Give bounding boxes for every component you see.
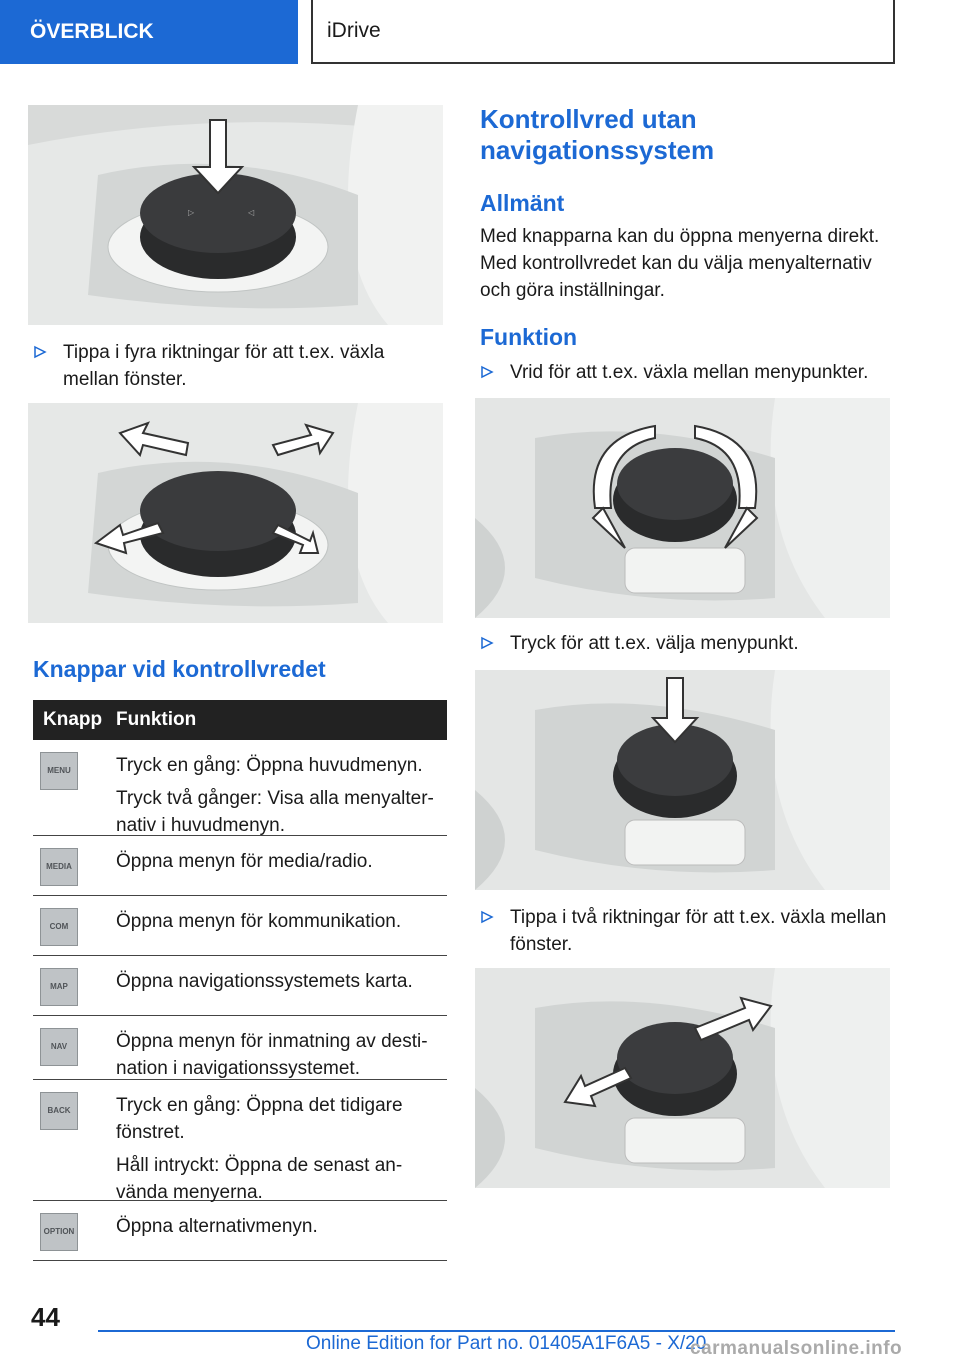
table-row <box>33 1016 447 1080</box>
controller-rotate-illustration <box>475 398 890 618</box>
row-text: Tryck två gånger: Visa alla menyalter-nativ i huvudmenyn. <box>116 788 434 836</box>
row-text: Håll intryckt: Öppna de senast an-vända menyerna. <box>116 1155 403 1203</box>
section-title-buttons: Knappar vid kontrollvredet <box>33 656 326 682</box>
row-text: Tryck en gång: Öppna det tidigare fönstret. <box>116 1095 403 1143</box>
bullet-text: Tryck för att t.ex. välja menypunkt. <box>510 633 799 654</box>
row-text: Öppna menyn för inmatning av desti-nation i navigationssystemet. <box>116 1031 428 1079</box>
bullet-tilt-two <box>480 904 890 958</box>
bullet-press <box>480 630 890 657</box>
row-text: Öppna alternativmenyn. <box>116 1216 318 1237</box>
row-description <box>116 836 447 875</box>
row-description <box>116 956 447 995</box>
bullet-text: Vrid för att t.ex. växla mellan menypunkter. <box>510 362 869 383</box>
row-description <box>116 1080 447 1206</box>
row-description <box>116 1201 447 1240</box>
footer-edition: Online Edition for Part no. 01405A1F6A5 - X/20 <box>306 1333 707 1354</box>
bullet-text: Tippa i två riktningar för att t.ex. växla mellan fönster. <box>510 907 887 955</box>
com-button-icon: COM <box>40 908 78 946</box>
subtitle-general: Allmänt <box>480 190 565 216</box>
nav-button-icon: NAV <box>40 1028 78 1066</box>
map-button-icon: MAP <box>40 968 78 1006</box>
controller-image <box>28 105 443 325</box>
row-text: Öppna menyn för media/radio. <box>116 851 373 872</box>
svg-text:▷: ▷ <box>188 208 195 217</box>
table-row <box>33 896 447 956</box>
menu-button-icon: MENU <box>40 752 78 790</box>
buttons-table <box>33 700 447 1261</box>
row-description <box>116 896 447 935</box>
controller-image <box>475 670 890 890</box>
controller-image <box>475 968 890 1188</box>
header-knapp: Knapp <box>43 709 103 730</box>
bullet-text: Tippa i fyra riktningar för att t.ex. växla mellan fönster. <box>63 342 385 390</box>
table-row <box>33 956 447 1016</box>
watermark-text: carmanualsonline.info <box>690 1338 903 1359</box>
table-row <box>33 740 447 836</box>
svg-text:◁: ◁ <box>248 208 255 217</box>
row-description <box>116 1016 447 1082</box>
controller-four-directions-illustration <box>28 403 443 623</box>
controller-press-illustration <box>475 670 890 890</box>
general-text: Med knapparna kan du öppna menyerna direkt. Med kontrollvredet kan du välja menyalternativ och göra inställningar. <box>480 226 880 301</box>
row-text: Öppna menyn för kommunikation. <box>116 911 402 932</box>
right-title: Kontrollvred utan navigationssystem <box>480 104 715 165</box>
subtitle-function: Funktion <box>480 324 578 350</box>
triangle-bullet-icon <box>480 365 494 379</box>
media-button-icon: MEDIA <box>40 848 78 886</box>
footer-rule <box>98 1330 895 1332</box>
option-button-icon: OPTION <box>40 1213 78 1251</box>
bullet-tilt-four <box>33 339 443 393</box>
table-row <box>33 836 447 896</box>
triangle-bullet-icon <box>33 345 47 359</box>
table-header <box>33 700 447 740</box>
triangle-bullet-icon <box>480 910 494 924</box>
row-description <box>116 740 447 839</box>
section-tab: ÖVERBLICK <box>0 0 298 64</box>
page-number: 44 <box>31 1302 60 1332</box>
row-text: Tryck en gång: Öppna huvudmenyn. <box>116 755 423 776</box>
back-button-icon: BACK <box>40 1092 78 1130</box>
controller-tilt-illustration <box>28 105 443 325</box>
controller-image <box>28 403 443 623</box>
table-row <box>33 1201 447 1261</box>
row-text: Öppna navigationssystemets karta. <box>116 971 413 992</box>
triangle-bullet-icon <box>480 636 494 650</box>
controller-two-directions-illustration <box>475 968 890 1188</box>
header-funktion: Funktion <box>116 709 197 730</box>
controller-image <box>475 398 890 618</box>
bullet-rotate <box>480 359 890 386</box>
table-row <box>33 1080 447 1201</box>
chapter-title: iDrive <box>311 0 895 64</box>
